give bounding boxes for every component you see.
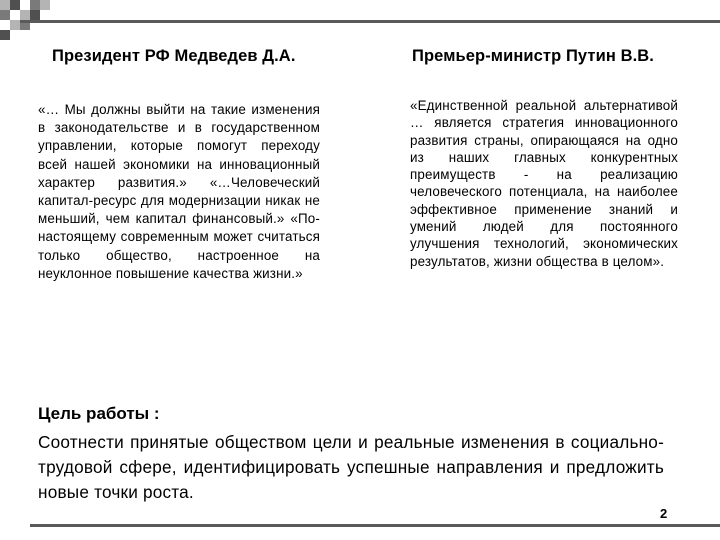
goal-text: Соотнести принятые обществом цели и реальные изменения в социально-трудовой сфере, идентифицировать успешные направления и предложить новые точки роста. — [38, 432, 664, 502]
decor-square — [30, 0, 40, 10]
heading-medvedev: Президент РФ Медведев Д.А. — [52, 47, 296, 65]
decor-square — [40, 0, 50, 10]
decor-square — [10, 20, 20, 30]
heading-putin: Премьер-министр Путин В.В. — [412, 47, 654, 65]
bottom-divider — [30, 524, 720, 527]
decor-square — [0, 30, 10, 40]
decor-square — [0, 10, 10, 20]
decor-square — [0, 0, 10, 10]
decor-square — [30, 10, 40, 20]
page-number: 2 — [660, 506, 668, 521]
quote-putin: «Единственной реальной альтернативой … является стратегия инновационного развития страны, опирающаяся на одно из наших главных конкурентных преимуществ - на реализацию человеческого потенциала, на наиболее эффективное применение знаний и умений людей для постоянного улучшения технологий, экономических результатов, жизни общества в целом». — [410, 98, 678, 269]
goal-title: Цель работы : — [38, 404, 160, 423]
decor-square — [10, 0, 20, 10]
top-divider — [20, 20, 720, 23]
quote-medvedev: «… Мы должны выйти на такие изменения в законодательстве и в государственном управлении, которые помогут переходу всей нашей экономики на инновационный характер развития.» «…Человеческий капитал-ресурс для модернизации никак не меньший, чем капитал финансовый.» «По-настоящему современным может считаться только общество, настроенное на неуклонное повышение качества жизни.» — [38, 102, 320, 281]
decor-square — [20, 10, 30, 20]
